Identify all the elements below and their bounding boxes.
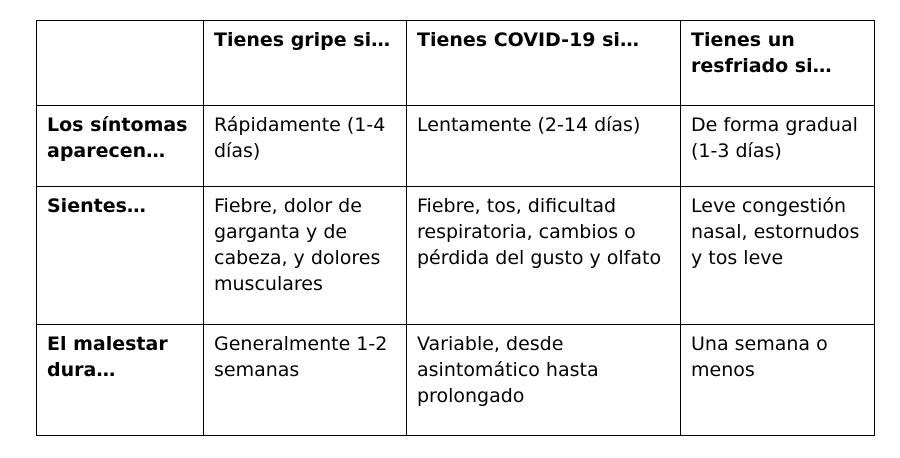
covid-cell: Lentamente (2-14 días) [407, 106, 681, 187]
covid-cell: Fiebre, tos, dificultad respiratoria, cambios o pérdida del gusto y olfato [407, 187, 681, 325]
header-covid-cell: Tienes COVID-19 si… [407, 21, 681, 106]
covid-cell: Variable, desde asintomático hasta prolongado [407, 325, 681, 436]
header-flu-cell: Tienes gripe si… [204, 21, 407, 106]
row-label-cell: El malestar dura… [37, 325, 204, 436]
table-header-row [37, 21, 875, 106]
symptom-comparison-table [36, 20, 875, 436]
header-corner-cell [37, 21, 204, 106]
cold-cell: Una semana o menos [681, 325, 875, 436]
flu-cell: Rápidamente (1-4 días) [204, 106, 407, 187]
table-row-duration [37, 325, 875, 436]
table-row-symptoms [37, 187, 875, 325]
flu-cell: Generalmente 1-2 semanas [204, 325, 407, 436]
row-label-cell: Los síntomas aparecen… [37, 106, 204, 187]
row-label-cell: Sientes… [37, 187, 204, 325]
cold-cell: Leve congestión nasal, estornudos y tos leve [681, 187, 875, 325]
header-cold-cell: Tienes un resfriado si… [681, 21, 875, 106]
table-row-onset [37, 106, 875, 187]
flu-cell: Fiebre, dolor de garganta y de cabeza, y dolores musculares [204, 187, 407, 325]
cold-cell: De forma gradual (1-3 días) [681, 106, 875, 187]
